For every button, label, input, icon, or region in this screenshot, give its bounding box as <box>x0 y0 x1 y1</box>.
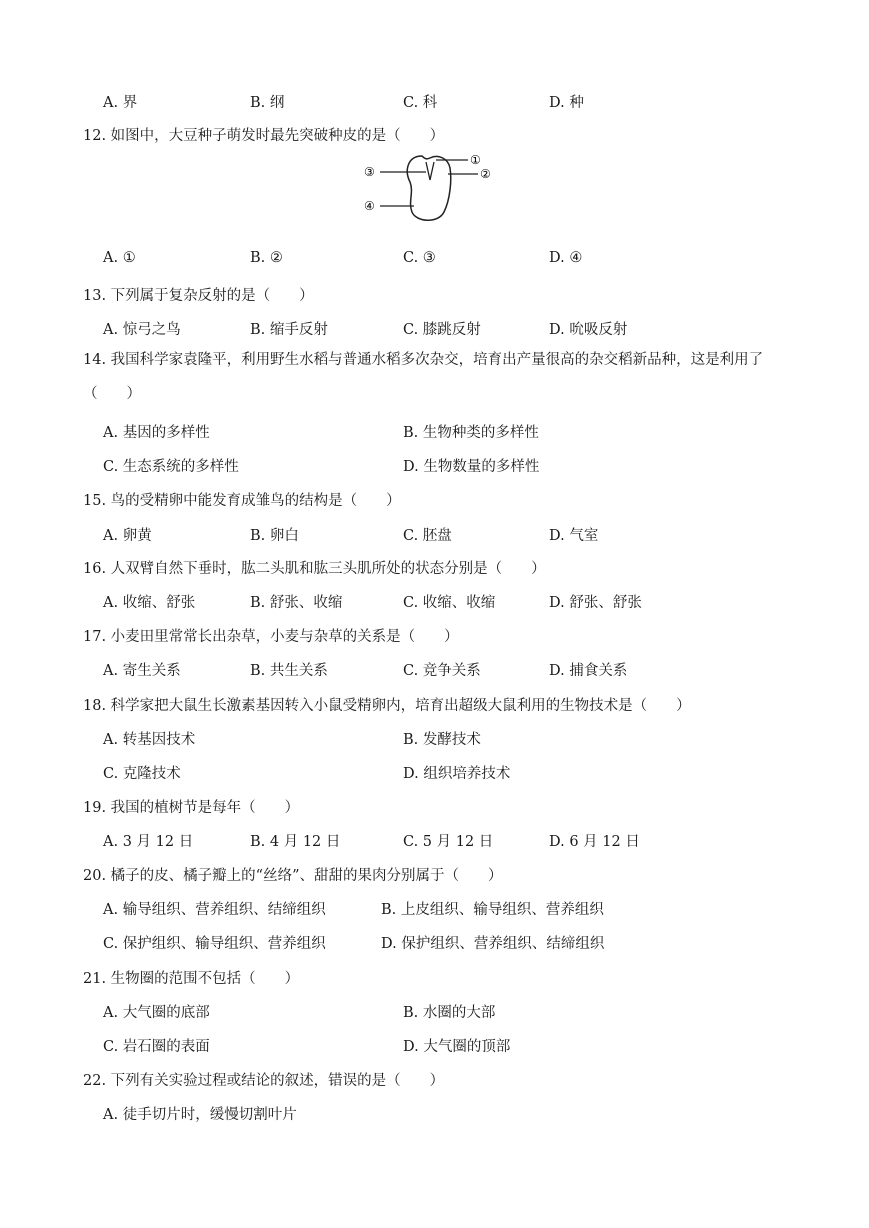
q17-option-b: B. 共生关系 <box>250 663 328 679</box>
q13-option-b: B. 缩手反射 <box>250 322 328 338</box>
q17-option-d: D. 捕食关系 <box>549 663 628 679</box>
q15-option-a: A. 卵黄 <box>103 528 152 544</box>
q18-option-b: B. 发酵技术 <box>403 732 481 748</box>
label-2: ② <box>480 167 491 181</box>
q22-stem: 22. 下列有关实验过程或结论的叙述，错误的是（ ） <box>83 1073 445 1089</box>
q16-stem: 16. 人双臂自然下垂时，肱二头肌和肱三头肌所处的状态分别是（ ） <box>83 561 546 577</box>
q12-option-d: D. ④ <box>549 250 583 266</box>
q12-stem: 12. 如图中，大豆种子萌发时最先突破种皮的是（ ） <box>83 128 445 144</box>
q21-option-a: A. 大气圈的底部 <box>103 1005 210 1021</box>
q11-option-a: A. 界 <box>103 95 138 111</box>
q16-option-a: A. 收缩、舒张 <box>103 595 196 611</box>
q17-option-c: C. 竞争关系 <box>403 663 481 679</box>
q11-option-b: B. 纲 <box>250 95 285 111</box>
q19-option-d: D. 6 月 12 日 <box>549 834 640 850</box>
q22-option-a: A. 徒手切片时，缓慢切割叶片 <box>103 1107 297 1123</box>
q18-stem: 18. 科学家把大鼠生长激素基因转入小鼠受精卵内，培育出超级大鼠利用的生物技术是（ ） <box>83 698 691 714</box>
q19-option-c: C. 5 月 12 日 <box>403 834 494 850</box>
q13-option-d: D. 吮吸反射 <box>549 322 628 338</box>
q20-option-b: B. 上皮组织、输导组织、营养组织 <box>381 902 604 918</box>
q18-option-c: C. 克隆技术 <box>103 766 181 782</box>
q13-option-c: C. 膝跳反射 <box>403 322 481 338</box>
q14-option-c: C. 生态系统的多样性 <box>103 459 239 475</box>
label-4: ④ <box>364 199 375 213</box>
q14-option-b: B. 生物种类的多样性 <box>403 425 539 441</box>
q11-option-c: C. 科 <box>403 95 438 111</box>
q17-stem: 17. 小麦田里常常长出杂草，小麦与杂草的关系是（ ） <box>83 629 459 645</box>
q11-option-d: D. 种 <box>549 95 584 111</box>
label-1: ① <box>470 153 481 167</box>
soybean-seed-diagram <box>360 150 500 225</box>
q18-option-d: D. 组织培养技术 <box>403 766 511 782</box>
q21-option-d: D. 大气圈的顶部 <box>403 1039 511 1055</box>
q21-option-b: B. 水圈的大部 <box>403 1005 496 1021</box>
q15-stem: 15. 鸟的受精卵中能发育成雏鸟的结构是（ ） <box>83 493 401 509</box>
q13-option-a: A. 惊弓之鸟 <box>103 322 181 338</box>
q12-option-a: A. ① <box>103 250 136 266</box>
q16-option-d: D. 舒张、舒张 <box>549 595 642 611</box>
q14-option-d: D. 生物数量的多样性 <box>403 459 540 475</box>
q15-option-c: C. 胚盘 <box>403 528 452 544</box>
q20-stem: 20. 橘子的皮、橘子瓣上的“丝络”、甜甜的果肉分别属于（ ） <box>83 868 503 884</box>
q20-option-c: C. 保护组织、输导组织、营养组织 <box>103 936 326 952</box>
embryo-radicle <box>426 162 434 180</box>
q13-stem: 13. 下列属于复杂反射的是（ ） <box>83 288 314 304</box>
q12-option-c: C. ③ <box>403 250 436 266</box>
q14-option-a: A. 基因的多样性 <box>103 425 210 441</box>
q15-option-d: D. 气室 <box>549 528 599 544</box>
label-3: ③ <box>364 165 375 179</box>
q14-stem: 14. 我国科学家袁隆平，利用野生水稻与普通水稻多次杂交，培育出产量很高的杂交稻新品种，这是利用了（ ） <box>83 352 764 402</box>
q15-option-b: B. 卵白 <box>250 528 299 544</box>
q16-option-c: C. 收缩、收缩 <box>403 595 496 611</box>
q18-option-a: A. 转基因技术 <box>103 732 196 748</box>
q20-option-d: D. 保护组织、营养组织、结缔组织 <box>381 936 605 952</box>
q19-option-a: A. 3 月 12 日 <box>103 834 194 850</box>
q20-option-a: A. 输导组织、营养组织、结缔组织 <box>103 902 326 918</box>
q21-stem: 21. 生物圈的范围不包括（ ） <box>83 971 300 987</box>
q19-option-b: B. 4 月 12 日 <box>250 834 341 850</box>
q21-option-c: C. 岩石圈的表面 <box>103 1039 210 1055</box>
q12-option-b: B. ② <box>250 250 283 266</box>
q17-option-a: A. 寄生关系 <box>103 663 181 679</box>
q19-stem: 19. 我国的植树节是每年（ ） <box>83 800 300 816</box>
seed-outline <box>407 156 450 220</box>
q16-option-b: B. 舒张、收缩 <box>250 595 343 611</box>
